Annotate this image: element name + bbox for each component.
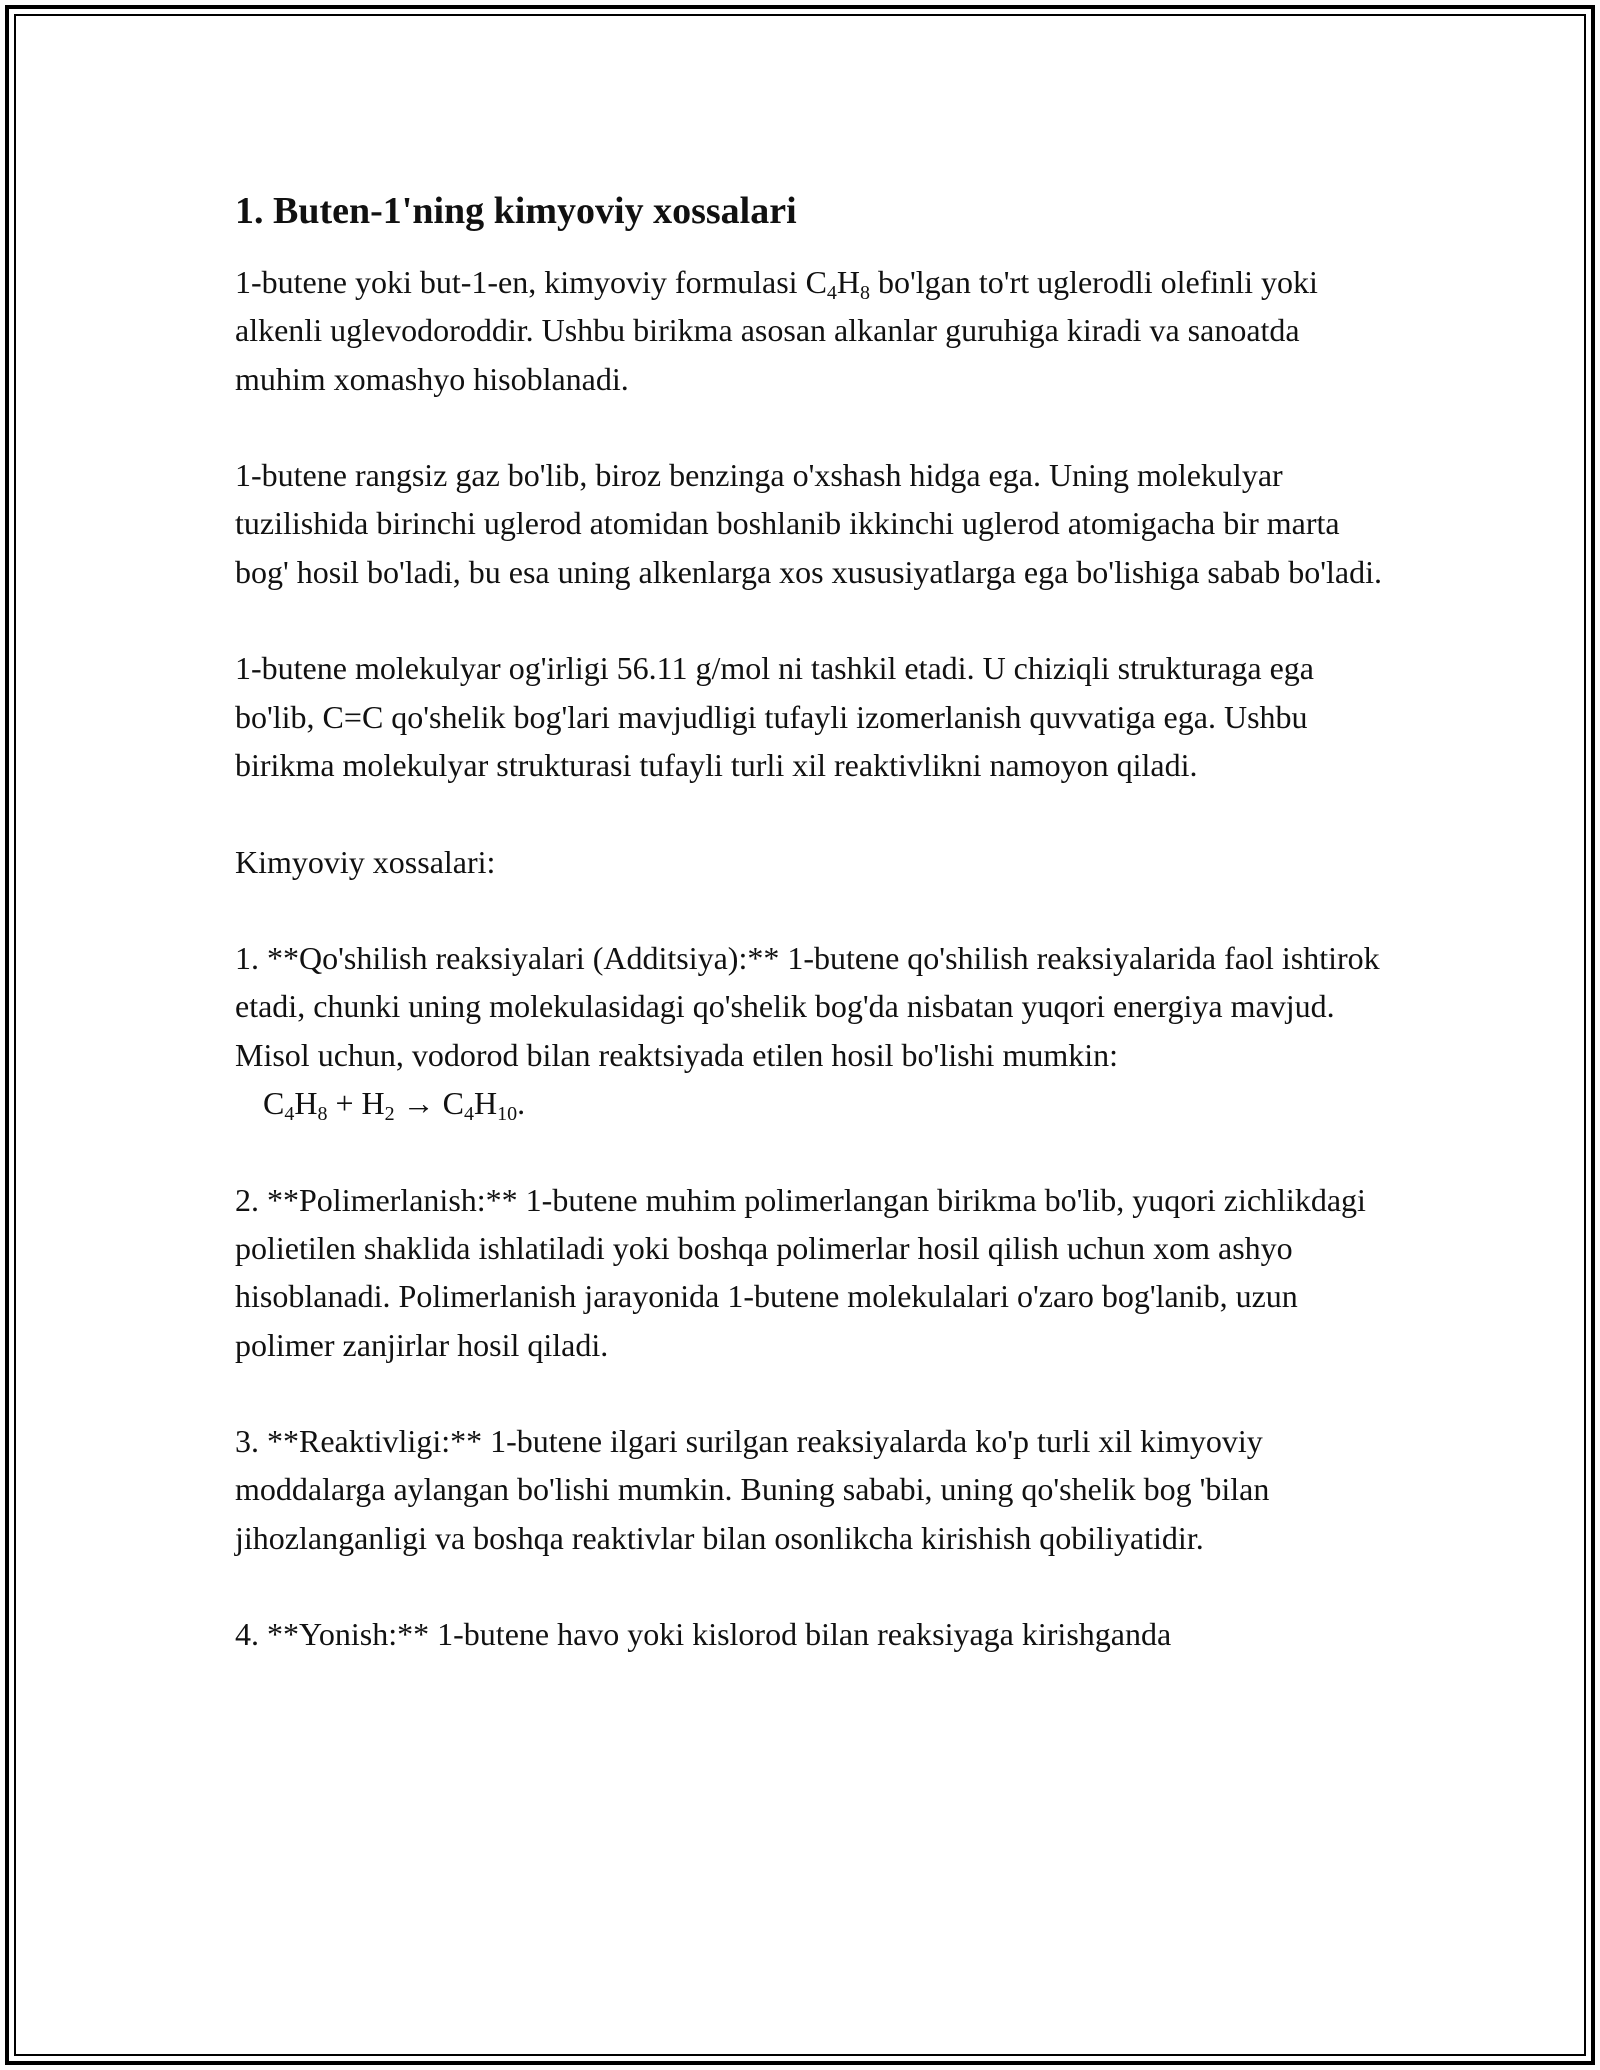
intro-text-start: 1-butene yoki but-1-en, kimyoviy formulasi: [235, 264, 806, 300]
list-item-polymerization: 2. **Polimerlanish:** 1-butene muhim polimerlangan birikma bo'lib, yuqori zichlikdagi polietilen shaklida ishlatiladi yoki boshqa polimerlar hosil qilish uchun xom ashyo hisoblanadi. Polimerlanish jarayonida 1-butene molekulalari o'zaro bog'lanib, uzun polimer zanjirlar hosil qiladi.: [235, 1181, 1366, 1363]
list-item-combustion: 4. **Yonish:** 1-butene havo yoki kislorod bilan reaksiyaga kirishganda: [235, 1616, 1172, 1653]
formula-c4h8: $C_4H_8$: [805, 264, 871, 304]
paragraph-molecular-weight: 1-butene molekulyar og'irligi 56.11 g/mol ni tashkil etadi. U chiziqli strukturaga ega bo'lib, C=C qo'shelik bog'lari mavjudligi tufayli izomerlanish quvvatiga ega. Ushbu birikma molekulyar strukturasi tufayli turli xil reaktivlikni namoyon qiladi.: [235, 650, 1314, 783]
intro-paragraph: [235, 258, 1395, 403]
paragraph-physical-properties: 1-butene rangsiz gaz bo'lib, biroz benzinga o'xshash hidga ega. Uning molekulyar tuzilishida birinchi uglerod atomidan boshlanib ikkinchi uglerod atomigacha bir marta bog' hosil bo'ladi, bu esa uning alkenlarga xos xususiyatlarga ega bo'lishiga sabab bo'ladi.: [235, 457, 1382, 590]
reaction-arrow-icon: →: [394, 1085, 443, 1122]
document-title: 1. Buten-1'ning kimyoviy xossalari: [235, 190, 797, 232]
list-item-reactivity: 3. **Reaktivligi:** 1-butene ilgari surilgan reaksiyalarda ko'p turli xil kimyoviy moddalarga aylangan bo'lishi mumkin. Buning sababi, uning qo'shelik bog 'bilan jihozlanganligi va boshqa reaktivlar bilan osonlikcha kirishish qobiliyatidir.: [235, 1423, 1270, 1556]
list-item-addition: [235, 934, 1395, 1127]
intro-text-end: bo'lgan to'rt uglerodli olefinli yoki alkenli uglevodoroddir. Ushbu birikma asosan alkanlar guruhiga kiradi va sanoatda muhim xomashyo hisoblanadi.: [235, 264, 1318, 397]
list-item-addition-text: 1. **Qo'shilish reaksiyalari (Additsiya):** 1-butene qo'shilish reaksiyalarida faol ishtirok etadi, chunki uning molekulasidagi qo'shelik bog'da nisbatan yuqori energiya mavjud. Misol uchun, vodorod bilan reaktsiyada etilen hosil bo'lishi mumkin:: [235, 940, 1380, 1073]
hydrogenation-equation: $C_4H_8 + H_2 \to C_4H_{10}$.: [263, 1085, 526, 1126]
document-body: [235, 186, 1395, 1659]
section-heading-chemical-properties: Kimyoviy xossalari:: [235, 843, 496, 880]
